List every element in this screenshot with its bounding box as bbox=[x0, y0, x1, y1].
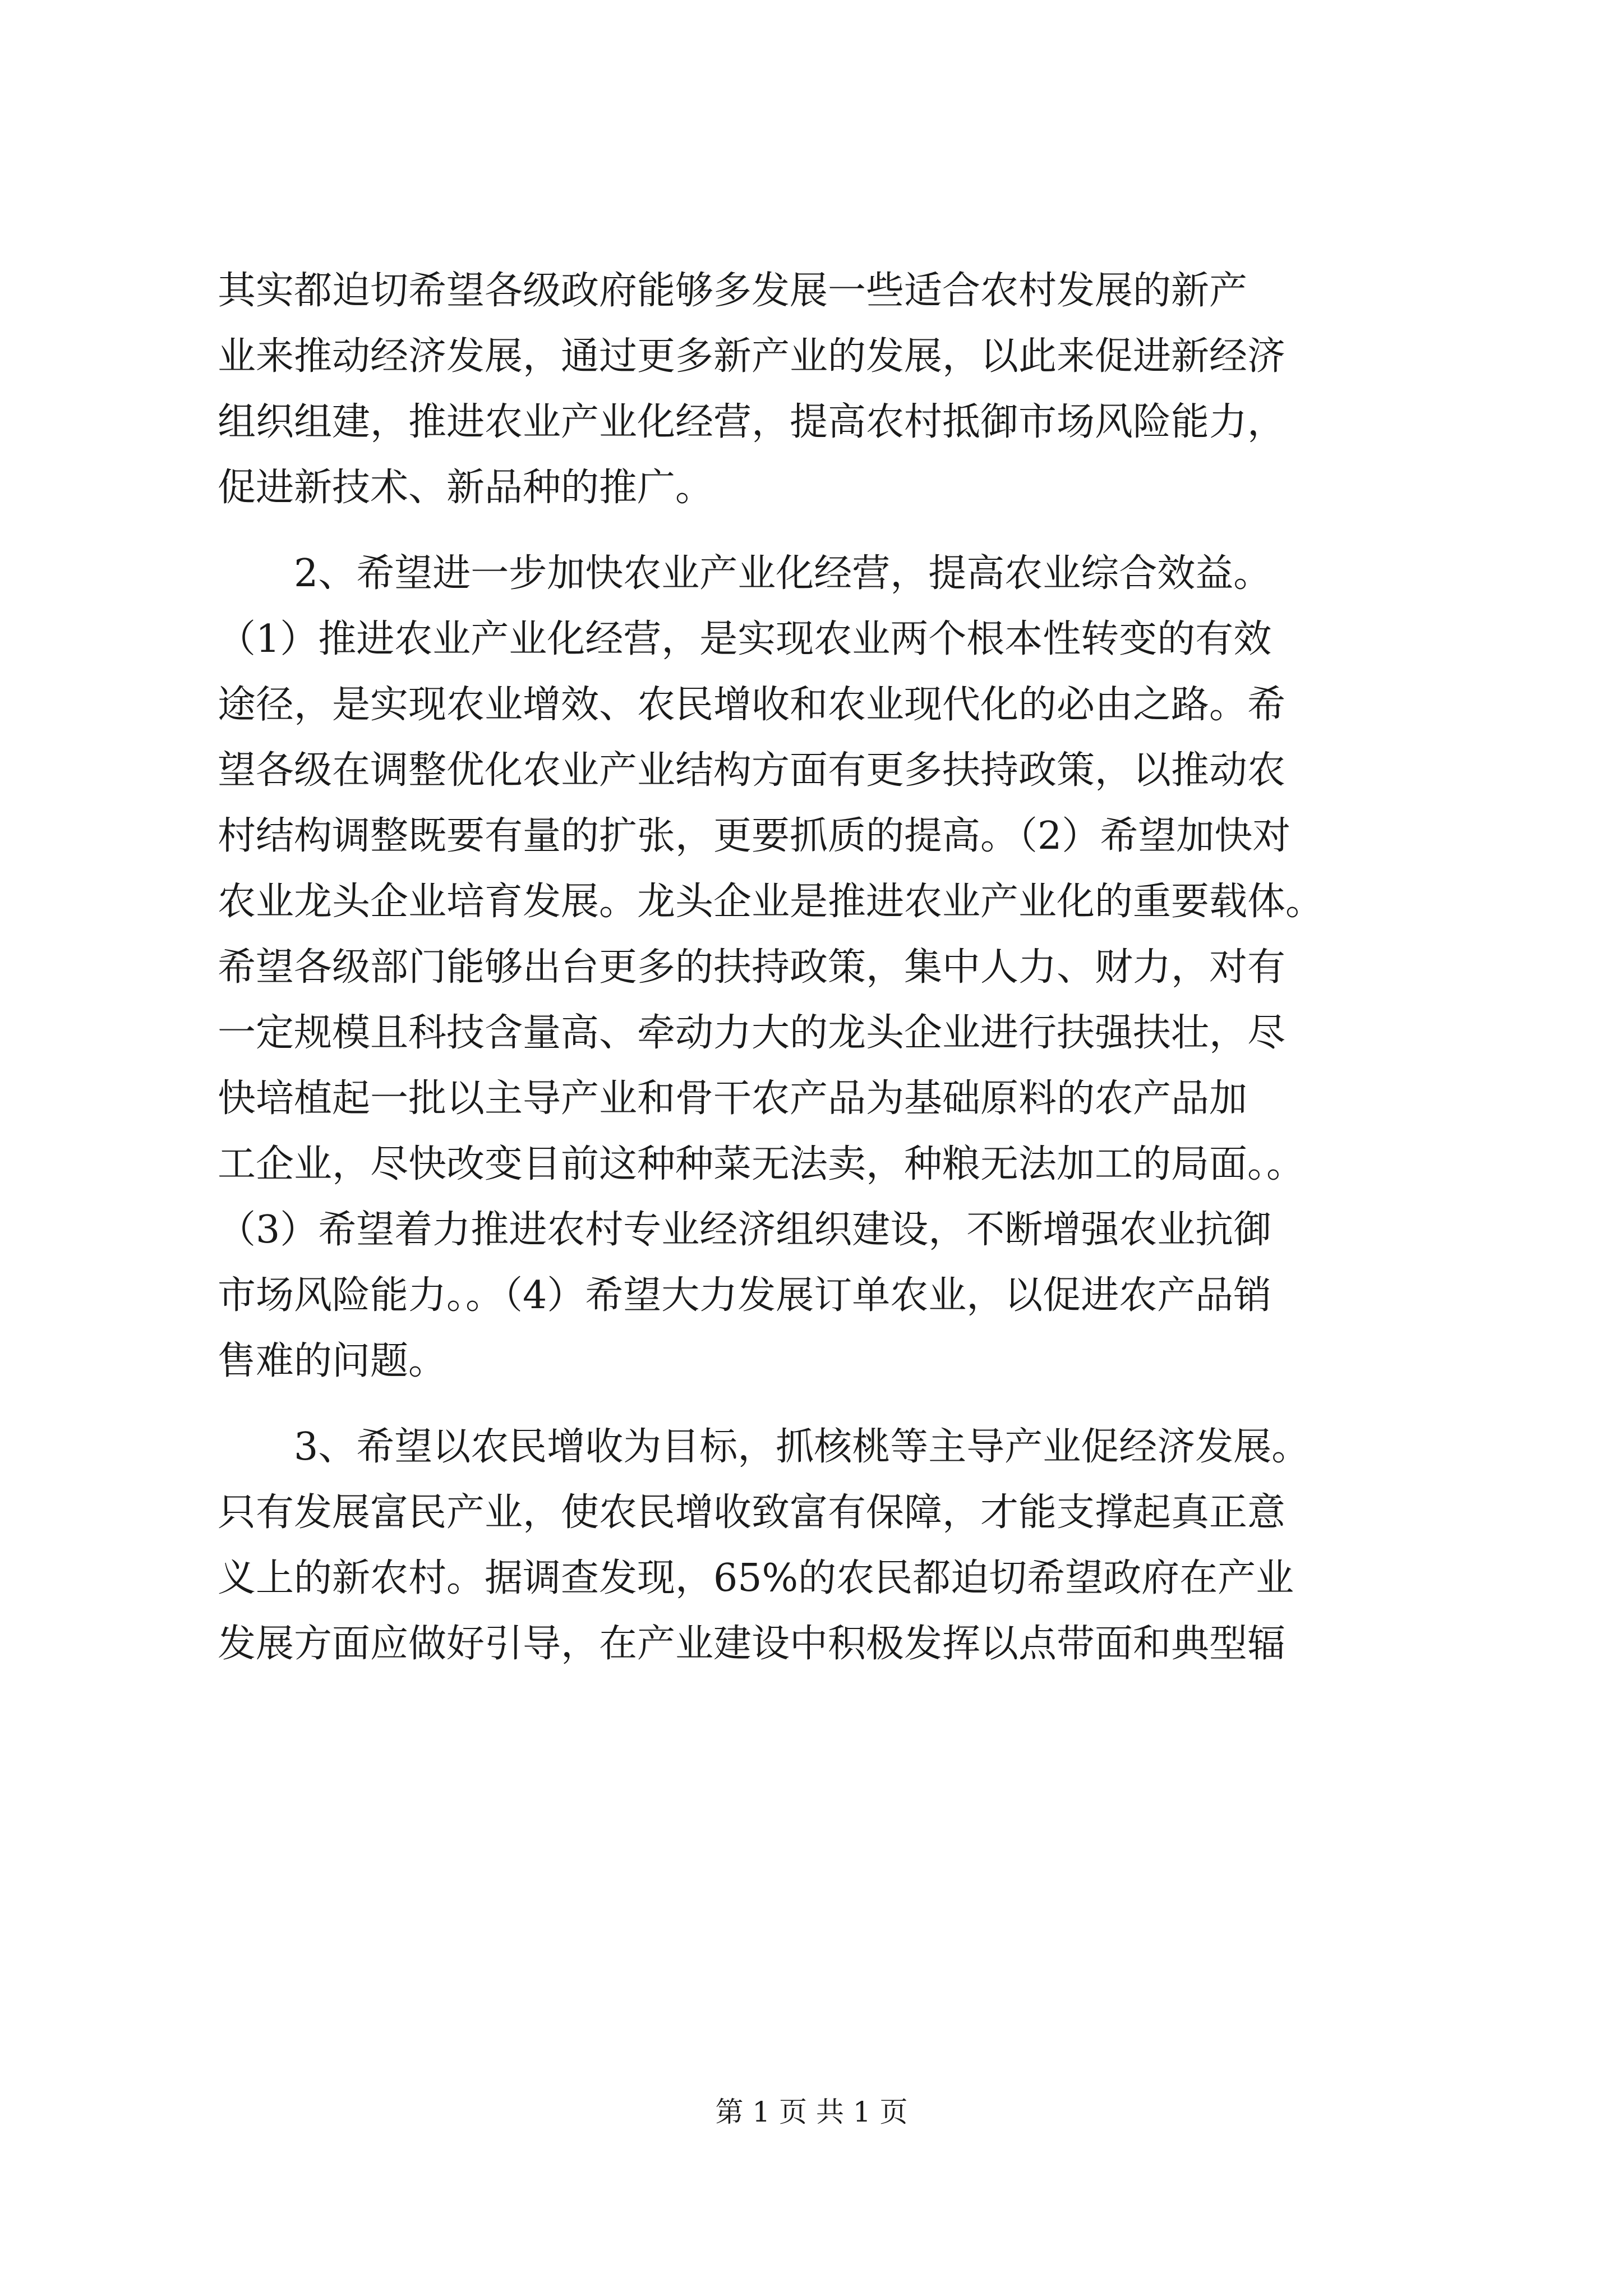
paragraph-2 bbox=[218, 541, 1429, 1394]
text-line: 促进新技术、新品种的推广。 bbox=[218, 466, 714, 510]
text-line: 业来推动经济发展，通过更多新产业的发展，以此来促进新经济 bbox=[218, 334, 1286, 379]
paragraph-3 bbox=[218, 1414, 1429, 1677]
text-line: 一定规模且科技含量高、牵动力大的龙头企业进行扶强扶壮，尽 bbox=[218, 1011, 1286, 1055]
text-line: 工企业，尽快改变目前这种种菜无法卖，种粮无法加工的局面。。 bbox=[218, 1142, 1305, 1186]
text-line: 农业龙头企业培育发展。龙头企业是推进农业产业化的重要载体。 bbox=[218, 880, 1324, 924]
text-line: 义上的新农村。据调查发现，65%的农民都迫切希望政府在产业 bbox=[218, 1556, 1294, 1600]
paragraph-1 bbox=[218, 258, 1429, 521]
text-line: 其实都迫切希望各级政府能够多发展一些适合农村发展的新产 bbox=[218, 269, 1248, 313]
text-line: 快培植起一批以主导产业和骨干农产品为基础原料的农产品加 bbox=[218, 1076, 1248, 1121]
text-line: 途径，是实现农业增效、农民增收和农业现代化的必由之路。希 bbox=[218, 683, 1286, 727]
text-line: 3、希望以农民增收为目标，抓核桃等主导产业促经济发展。 bbox=[218, 1425, 1310, 1469]
paragraph-spacing bbox=[218, 521, 1429, 541]
text-line: 市场风险能力。。（4）希望大力发展订单农业，以促进农产品销 bbox=[218, 1273, 1272, 1318]
paragraph-spacing bbox=[218, 1394, 1429, 1414]
text-line: 只有发展富民产业，使农民增收致富有保障，才能支撑起真正意 bbox=[218, 1490, 1286, 1535]
text-line: 村结构调整既要有量的扩张，更要抓质的提高。（2）希望加快对 bbox=[218, 814, 1291, 858]
text-line: 发展方面应做好引导，在产业建设中积极发挥以点带面和典型辐 bbox=[218, 1622, 1286, 1666]
text-line: （3）希望着力推进农村专业经济组织建设，不断增强农业抗御 bbox=[218, 1208, 1272, 1252]
text-line: 售难的问题。 bbox=[218, 1339, 447, 1383]
page-footer: 第 1 页 共 1 页 bbox=[715, 2096, 908, 2128]
text-line: 2、希望进一步加快农业产业化经营，提高农业综合效益。 bbox=[218, 551, 1272, 596]
text-line: （1）推进农业产业化经营，是实现农业两个根本性转变的有效 bbox=[218, 617, 1272, 661]
text-line: 希望各级部门能够出台更多的扶持政策，集中人力、财力，对有 bbox=[218, 945, 1286, 990]
text-line: 组织组建，推进农业产业化经营，提高农村抵御市场风险能力， bbox=[218, 400, 1286, 444]
document-body bbox=[218, 258, 1429, 1677]
text-line: 望各级在调整优化农业产业结构方面有更多扶持政策，以推动农 bbox=[218, 748, 1286, 793]
